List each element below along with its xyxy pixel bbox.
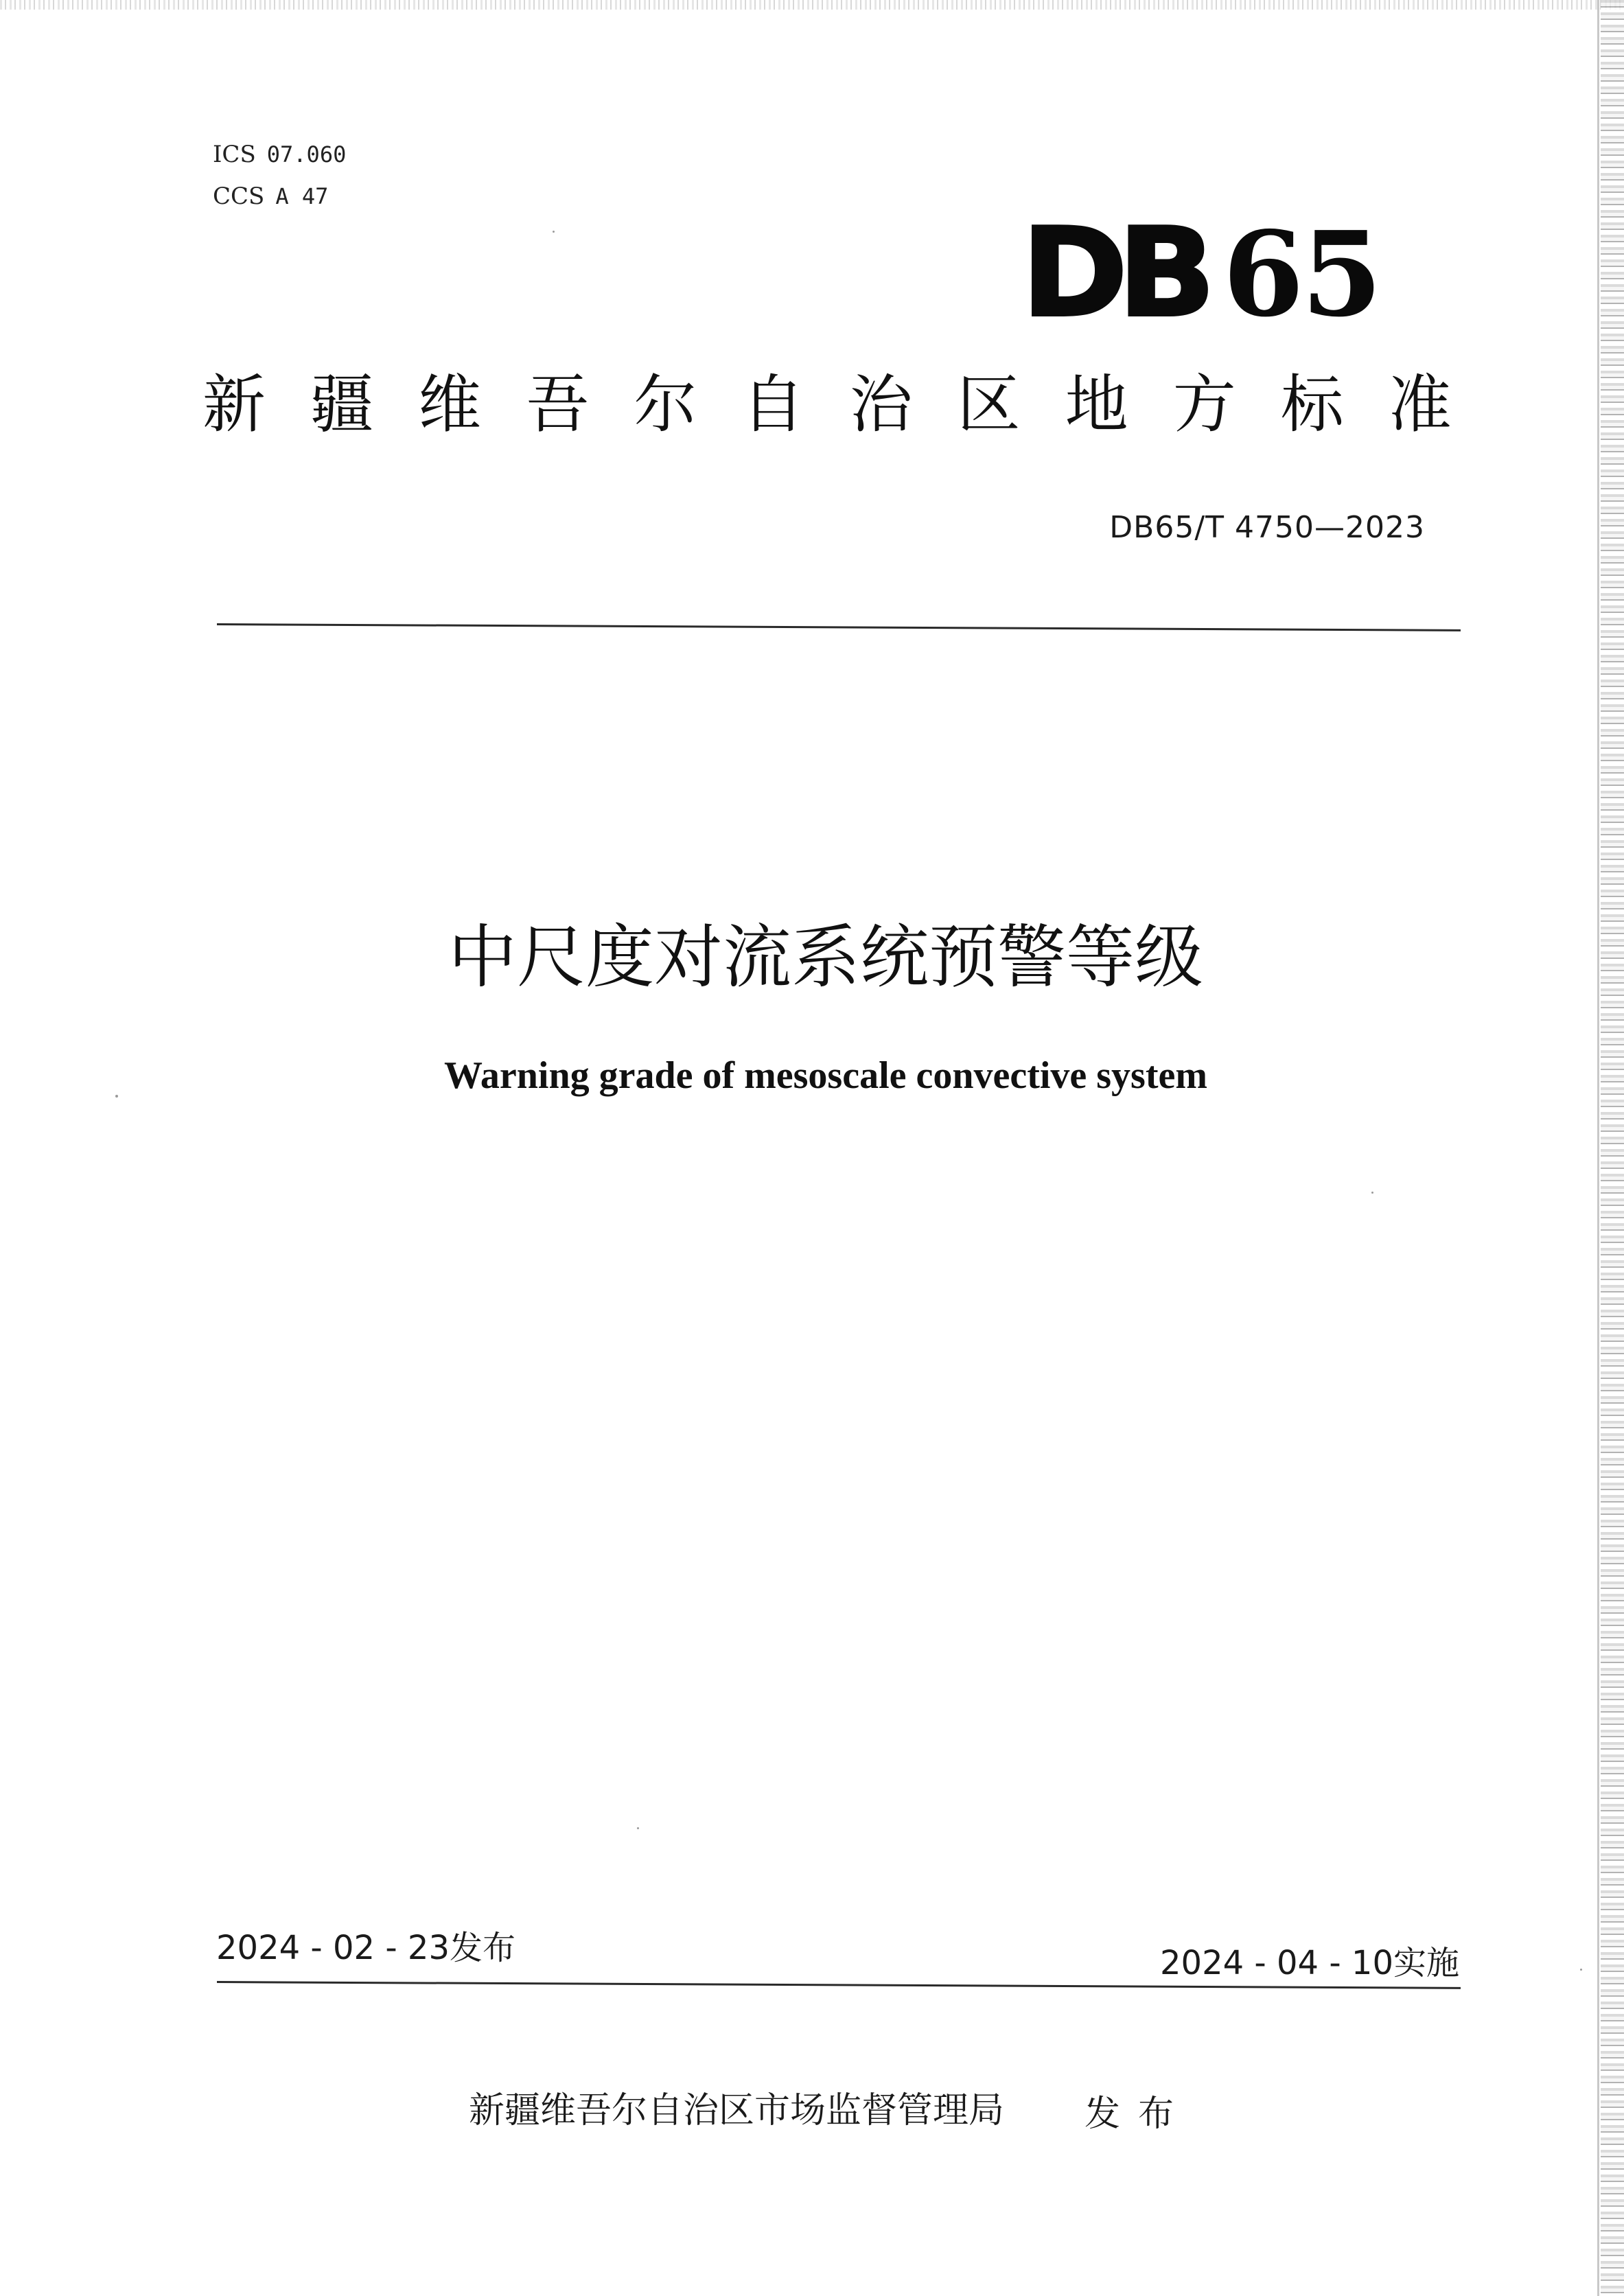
org-title-char: 尔 <box>634 368 697 441</box>
scan-edge-line <box>1597 0 1599 2296</box>
ccs-label: CCS <box>213 183 265 210</box>
org-title-char: 准 <box>1388 368 1452 441</box>
org-title-char: 维 <box>418 368 482 441</box>
standard-number: DB65/T 4750—2023 <box>1109 510 1425 545</box>
implement-date: 2024 - 04 - 10实施 <box>1160 1944 1459 1982</box>
org-title-char: 标 <box>1280 368 1344 441</box>
org-title-char: 地 <box>1065 368 1128 441</box>
org-title-char: 方 <box>1172 368 1236 441</box>
issue-label: 发布 <box>1084 2094 1192 2135</box>
scan-edge-right <box>1601 0 1624 2296</box>
scan-speck <box>1580 1969 1582 1971</box>
db-logo-number: 65 <box>1222 206 1380 343</box>
db-logo-prefix: DB <box>1021 202 1206 344</box>
ics-code: 07.060 <box>266 141 347 167</box>
organization-title <box>202 360 1452 450</box>
scan-speck <box>1371 1192 1373 1194</box>
scan-edge-top <box>0 0 1624 10</box>
ccs-code: A 47 <box>275 183 329 209</box>
publish-date: 2024 - 02 - 23发布 <box>216 1929 515 1967</box>
ccs-classification <box>213 183 328 210</box>
ics-classification <box>213 141 346 168</box>
document-title-en: Warning grade of mesoscale convective system <box>444 1054 1207 1097</box>
org-title-char: 治 <box>849 368 913 441</box>
org-title-char: 吾 <box>526 368 590 441</box>
org-title-char: 新 <box>202 368 266 441</box>
org-title-char: 自 <box>741 368 805 441</box>
scan-speck <box>115 1095 118 1098</box>
scan-speck <box>553 231 555 233</box>
issuing-authority: 新疆维吾尔自治区市场监督管理局 <box>469 2090 1005 2131</box>
ics-label: ICS <box>213 141 256 168</box>
scan-speck <box>637 1827 639 1829</box>
org-title-char: 区 <box>957 368 1021 441</box>
header-divider <box>217 623 1461 631</box>
org-title-char: 疆 <box>310 368 374 441</box>
db-logo <box>1021 202 1380 344</box>
document-title-cn: 中尺度对流系统预警等级 <box>448 917 1203 997</box>
